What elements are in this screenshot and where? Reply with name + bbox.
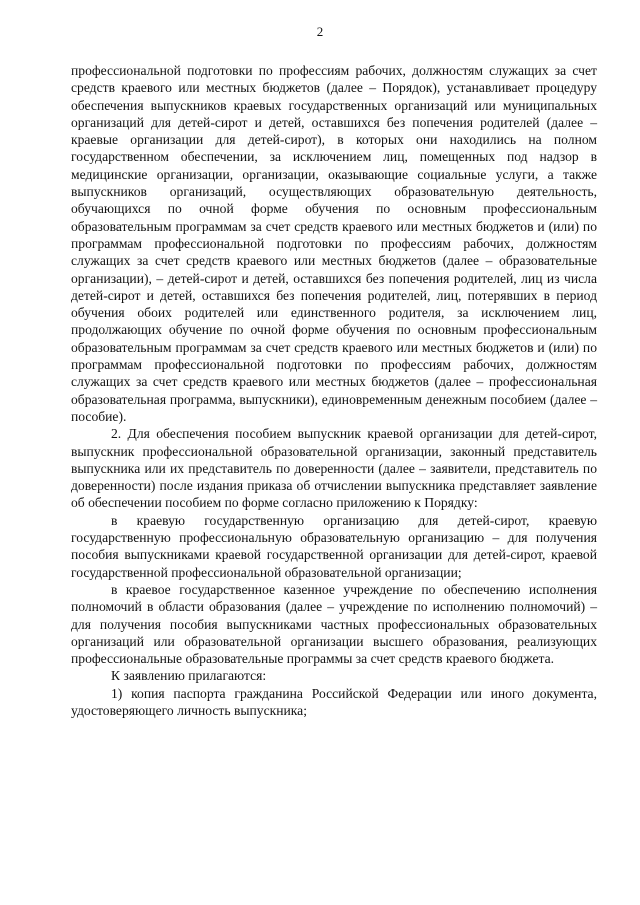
- paragraph-regional-organization: в краевую государственную организацию для детей-сирот, краевую государственную профессиональную образовательную организацию – для получения пособия выпускниками краевой государственной организации для детей-сирот, краевой государственной профессиональной образовательной организации;: [71, 512, 597, 580]
- page-number: 2: [316, 24, 324, 39]
- paragraph-attachment-1: 1) копия паспорта гражданина Российской Федерации или иного документа, удостоверяющего личность выпускника;: [71, 685, 597, 718]
- document-body: [71, 62, 597, 719]
- paragraph-continuation: профессиональной подготовки по профессиям рабочих, должностям служащих за счет средств краевого или местных бюджетов (далее – Порядок), устанавливает процедуру обеспечения выпускников краевых государственных организаций или муниципальных организаций для детей-сирот и детей, оставшихся без попечения родителей (далее – краевые организации для детей-сирот), в которых они находились на полном государственном обеспечении, за исключением лиц, помещенных под надзор в медицинские организации, организации, оказывающие социальные услуги, а также выпускников организаций, осуществляющих образовательную деятельность, обучающихся по очной форме обучения по основным профессиональным образовательным программам за счет средств краевого или местных бюджетов и (или) по программам профессиональной подготовки по профессиям рабочих, должностям служащих за счет средств краевого или местных бюджетов (далее – образовательные организации), – детей-сирот и детей, оставшихся без попечения родителей, лиц из числа детей-сирот и детей, оставшихся без попечения родителей, лиц, потерявших в период обучения обоих родителей или единственного родителя, за исключением лиц, продолжающих обучение по очной форме обучения по основным профессиональным образовательным программам за счет средств краевого или местных бюджетов и (или) по программам профессиональной подготовки по профессиям рабочих, должностям служащих за счет средств краевого или местных бюджетов (далее – профессиональная образовательная программа, выпускники), единовременным денежным пособием (далее – пособие).: [71, 63, 597, 424]
- paragraph-item-2: 2. Для обеспечения пособием выпускник краевой организации для детей-сирот, выпускник профессиональной образовательной организации, законный представитель выпускника или их представитель по доверенности (далее – заявители, представитель по доверенности) после издания приказа об отчислении выпускника представляет заявление об обеспечении пособием по форме согласно приложению к Порядку:: [71, 426, 597, 511]
- paragraph-attachments-heading: К заявлению прилагаются:: [111, 668, 267, 684]
- paragraph-state-institution: в краевое государственное казенное учреждение по обеспечению исполнения полномочий в области образования (далее – учреждение по исполнению полномочий) – для получения пособия выпускниками частных профессиональных образовательных организаций или образовательной организации высшего образования, реализующих профессиональные образовательные программы за счет средств краевого бюджета.: [71, 581, 597, 667]
